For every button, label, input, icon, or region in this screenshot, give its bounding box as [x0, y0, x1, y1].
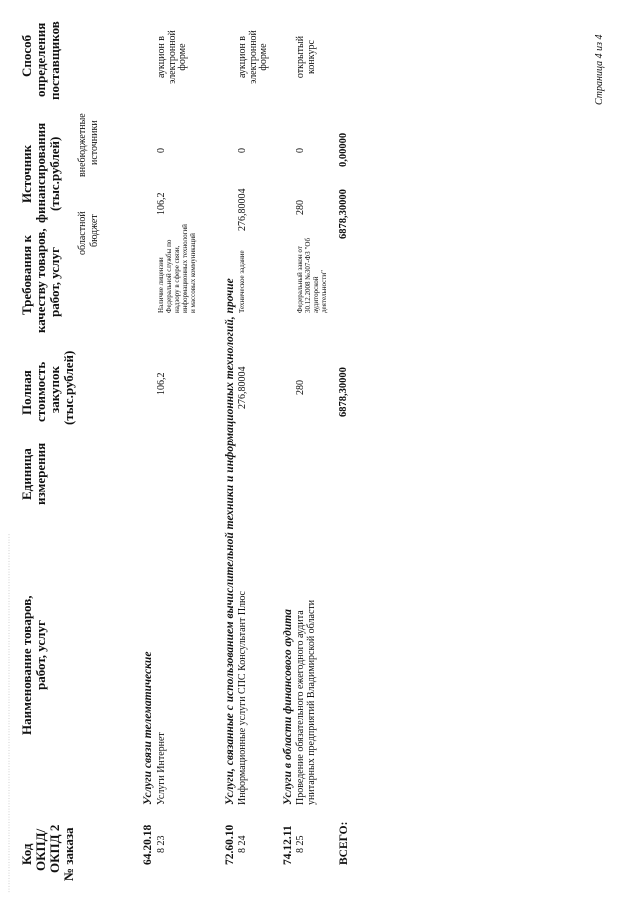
item-method: аукцион в электронной форме [156, 30, 188, 84]
header-unit-line: измерения [33, 442, 48, 505]
item-extra-budget: 0 [156, 148, 167, 153]
header-req-line: работ, услуг [47, 247, 62, 317]
item-name: Информационные услуги СПС Консультант Плюс [237, 591, 248, 805]
item-name: Проведение обязательного ежегодного аудита унитарных предприятий Владимирской области [295, 599, 317, 805]
header-cost-line: стоимость [33, 361, 48, 422]
item-extra-budget: 0 [295, 148, 306, 153]
total-label: ВСЕГО: [338, 821, 350, 865]
item-method: открытый конкурс [295, 35, 317, 79]
item-requirements: Наличие лицензии Федеральной службы по надзору в сфере связи, информационных технологий и массовых коммуникаций [157, 224, 198, 313]
header-src-extra: внебюджетные [77, 113, 88, 177]
header-code-line: № заказа [61, 827, 76, 881]
item-regional-budget: 280 [295, 200, 306, 215]
header-code-line: ОКПД/ [33, 828, 48, 871]
item-name: Услуги Интернет [156, 732, 167, 805]
header-src-line: (тыс.рублей) [47, 136, 62, 211]
header-code-line: ОКПД 2 [47, 824, 62, 873]
total-regional-budget: 6878,30000 [338, 189, 349, 239]
header-method-line: поставщиков [47, 21, 62, 100]
header-code-line: Код [19, 843, 34, 865]
item-extra-budget: 0 [237, 148, 248, 153]
page-number: Страница 4 из 4 [594, 34, 605, 105]
header-src-regional: бюджет [89, 214, 100, 247]
header-req-line: качеству товаров, [33, 228, 48, 333]
item-method: аукцион в электронной форме [237, 30, 269, 84]
header-cost-line: закупок [47, 365, 62, 413]
item-requirements: Техническое задание [238, 250, 246, 313]
item-cost: 280 [295, 380, 306, 395]
header-method-line: определения [33, 22, 48, 97]
order-number: 8 25 [295, 835, 306, 853]
header-name-line: работ, услуг [33, 620, 48, 690]
item-requirements: Федеральный закон от 30.12.2008 №307-ФЗ "Об аудиторской деятельности" [296, 237, 329, 313]
section-title: Услуги связи телематические [142, 651, 154, 805]
bleed-through-text: ······································································································································· [5, 533, 14, 893]
header-src-line: Источник [19, 144, 34, 203]
header-name-line: Наименование товаров, [19, 595, 34, 735]
header-src-regional: областной [77, 211, 88, 255]
item-regional-budget: 276,80004 [237, 188, 248, 231]
order-number: 8 24 [237, 835, 248, 853]
total-cost: 6878,30000 [338, 367, 349, 417]
section-title: Услуги, связанные с использованием вычислительной техники и информационных технологий, прочие [224, 278, 236, 805]
header-unit-line: Единица [19, 448, 34, 500]
item-cost: 106,2 [156, 372, 167, 395]
header-cost-line: (тыс.рублей) [61, 350, 76, 425]
item-cost: 276,80004 [237, 366, 248, 409]
section-code: 64.20.18 [142, 824, 154, 865]
header-req-line: Требования к [19, 235, 34, 315]
section-title: Услуги в области финансового аудита [282, 609, 294, 805]
item-regional-budget: 106,2 [156, 192, 167, 215]
header-src-line: финансирования [33, 122, 48, 223]
header-method-line: Способ [19, 34, 34, 77]
header-src-extra: источники [89, 120, 100, 165]
header-cost-line: Полная [19, 370, 34, 415]
total-extra-budget: 0,00000 [338, 132, 349, 167]
order-number: 8 23 [156, 835, 167, 853]
section-code: 72.60.10 [224, 824, 236, 865]
section-code: 74.12.11 [282, 825, 294, 865]
